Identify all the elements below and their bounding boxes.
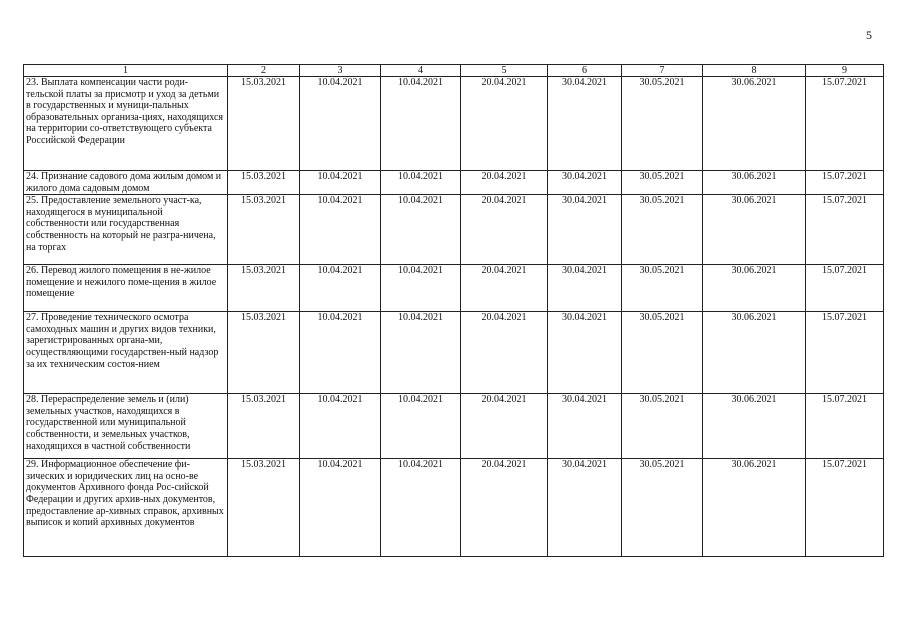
date-cell: 10.04.2021 bbox=[300, 312, 381, 394]
date-cell: 30.06.2021 bbox=[703, 312, 806, 394]
table-row bbox=[24, 171, 884, 195]
date-cell: 15.03.2021 bbox=[228, 265, 300, 312]
column-header: 9 bbox=[806, 65, 884, 77]
date-cell: 30.04.2021 bbox=[548, 312, 622, 394]
date-cell: 30.04.2021 bbox=[548, 459, 622, 557]
column-header: 2 bbox=[228, 65, 300, 77]
column-header: 4 bbox=[381, 65, 461, 77]
date-cell: 30.05.2021 bbox=[622, 459, 703, 557]
table-row bbox=[24, 265, 884, 312]
date-cell: 30.04.2021 bbox=[548, 265, 622, 312]
column-header: 6 bbox=[548, 65, 622, 77]
date-cell: 20.04.2021 bbox=[461, 265, 548, 312]
date-cell: 15.07.2021 bbox=[806, 195, 884, 265]
date-cell: 20.04.2021 bbox=[461, 195, 548, 265]
service-name-cell: 28. Перераспределение земель и (или) земельных участков, находящихся в государственной или муниципальной собственности, и земельных участков, находящихся в частной собственности bbox=[24, 394, 228, 459]
date-cell: 30.05.2021 bbox=[622, 394, 703, 459]
date-cell: 15.03.2021 bbox=[228, 459, 300, 557]
date-cell: 10.04.2021 bbox=[381, 394, 461, 459]
date-cell: 30.05.2021 bbox=[622, 265, 703, 312]
column-header: 7 bbox=[622, 65, 703, 77]
service-name-cell: 25. Предоставление земельного участ-ка, находящегося в муниципальной собственности или государственная собственность на который не разгра-ничена, на торгах bbox=[24, 195, 228, 265]
column-header: 3 bbox=[300, 65, 381, 77]
column-header: 5 bbox=[461, 65, 548, 77]
date-cell: 30.06.2021 bbox=[703, 77, 806, 171]
date-cell: 10.04.2021 bbox=[381, 459, 461, 557]
service-name-cell: 23. Выплата компенсации части роди-тельской платы за присмотр и уход за детьми в государственных и муници-пальных образовательных организа-циях, находящихся на территории со-ответствующего субъекта Российской Федерации bbox=[24, 77, 228, 171]
date-cell: 10.04.2021 bbox=[300, 265, 381, 312]
date-cell: 30.05.2021 bbox=[622, 77, 703, 171]
date-cell: 10.04.2021 bbox=[381, 171, 461, 195]
date-cell: 15.03.2021 bbox=[228, 394, 300, 459]
date-cell: 30.05.2021 bbox=[622, 312, 703, 394]
page-number: 5 bbox=[866, 28, 872, 42]
date-cell: 15.07.2021 bbox=[806, 171, 884, 195]
column-header: 8 bbox=[703, 65, 806, 77]
date-cell: 20.04.2021 bbox=[461, 312, 548, 394]
service-name-cell: 29. Информационное обеспечение фи-зических и юридических лиц на осно-ве документов Архивного фонда Рос-сийской Федерации и других архив-ных документов, предоставление ар-хивных справок, архивных выписок и копий архивных документов bbox=[24, 459, 228, 557]
date-cell: 10.04.2021 bbox=[300, 171, 381, 195]
date-cell: 15.07.2021 bbox=[806, 394, 884, 459]
service-name-cell: 24. Признание садового дома жилым домом и жилого дома садовым домом bbox=[24, 171, 228, 195]
table-row bbox=[24, 77, 884, 171]
date-cell: 10.04.2021 bbox=[300, 459, 381, 557]
date-cell: 15.03.2021 bbox=[228, 171, 300, 195]
date-cell: 15.03.2021 bbox=[228, 195, 300, 265]
date-cell: 10.04.2021 bbox=[381, 195, 461, 265]
table-row bbox=[24, 394, 884, 459]
date-cell: 30.06.2021 bbox=[703, 459, 806, 557]
date-cell: 30.04.2021 bbox=[548, 171, 622, 195]
date-cell: 20.04.2021 bbox=[461, 171, 548, 195]
date-cell: 30.04.2021 bbox=[548, 394, 622, 459]
date-cell: 30.06.2021 bbox=[703, 171, 806, 195]
date-cell: 10.04.2021 bbox=[381, 265, 461, 312]
date-cell: 30.06.2021 bbox=[703, 394, 806, 459]
date-cell: 10.04.2021 bbox=[300, 77, 381, 171]
date-cell: 30.05.2021 bbox=[622, 171, 703, 195]
date-cell: 10.04.2021 bbox=[381, 312, 461, 394]
date-cell: 15.03.2021 bbox=[228, 312, 300, 394]
date-cell: 30.05.2021 bbox=[622, 195, 703, 265]
header-row bbox=[24, 65, 884, 77]
date-cell: 30.06.2021 bbox=[703, 265, 806, 312]
date-cell: 15.07.2021 bbox=[806, 312, 884, 394]
date-cell: 20.04.2021 bbox=[461, 459, 548, 557]
date-cell: 20.04.2021 bbox=[461, 77, 548, 171]
service-name-cell: 26. Перевод жилого помещения в не-жилое помещение и нежилого поме-щения в жилое помещение bbox=[24, 265, 228, 312]
date-cell: 30.06.2021 bbox=[703, 195, 806, 265]
service-name-cell: 27. Проведение технического осмотра самоходных машин и других видов техники, зарегистрированных органа-ми, осуществляющими государствен-ный надзор за их техническим состоя-нием bbox=[24, 312, 228, 394]
date-cell: 15.07.2021 bbox=[806, 265, 884, 312]
table-row bbox=[24, 459, 884, 557]
date-cell: 10.04.2021 bbox=[300, 394, 381, 459]
table-row bbox=[24, 195, 884, 265]
table-row bbox=[24, 312, 884, 394]
schedule-table bbox=[23, 64, 884, 557]
date-cell: 30.04.2021 bbox=[548, 77, 622, 171]
date-cell: 15.03.2021 bbox=[228, 77, 300, 171]
date-cell: 20.04.2021 bbox=[461, 394, 548, 459]
date-cell: 15.07.2021 bbox=[806, 77, 884, 171]
column-header: 1 bbox=[24, 65, 228, 77]
date-cell: 10.04.2021 bbox=[300, 195, 381, 265]
date-cell: 30.04.2021 bbox=[548, 195, 622, 265]
date-cell: 15.07.2021 bbox=[806, 459, 884, 557]
date-cell: 10.04.2021 bbox=[381, 77, 461, 171]
